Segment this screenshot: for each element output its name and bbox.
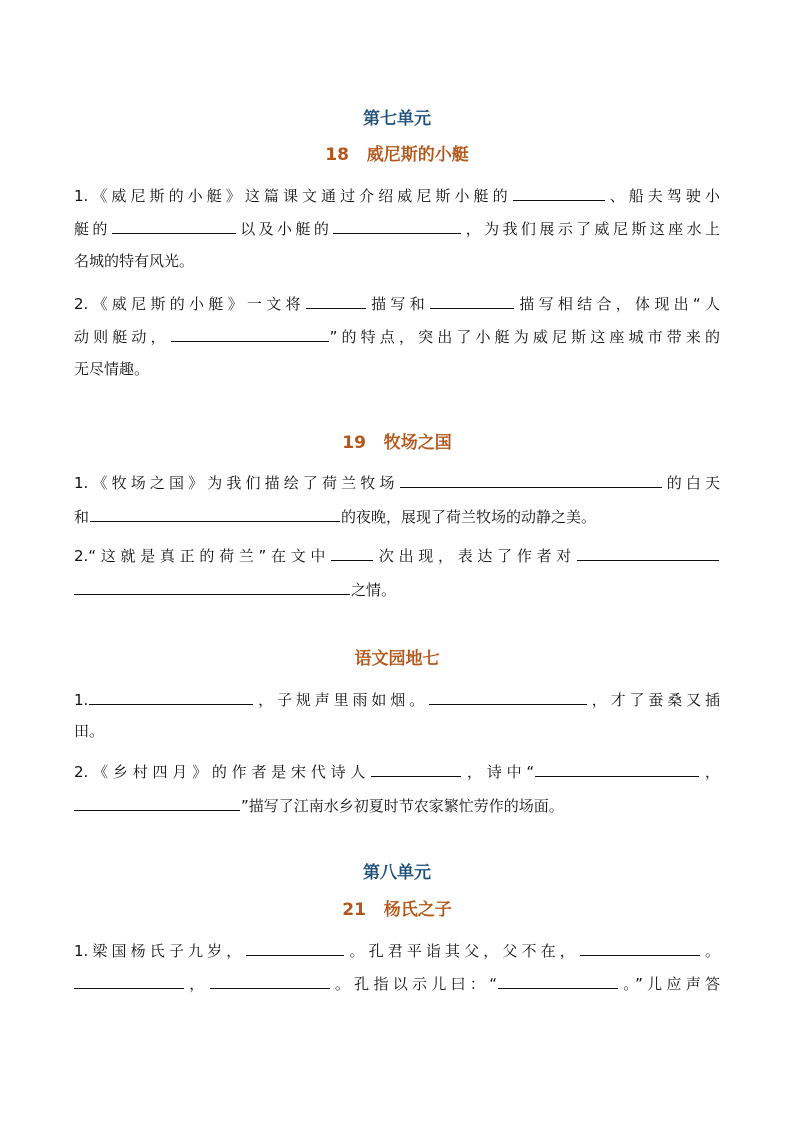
lesson-21-heading [0, 899, 794, 921]
question-text: 。孔君平诣其父，父不在， [345, 942, 579, 960]
lesson-title: 杨氏之子 [383, 900, 452, 920]
question-text: 的白天 [662, 474, 720, 492]
answer-blank[interactable] [333, 216, 461, 234]
lesson-19-heading [0, 432, 794, 454]
question-text: 无尽情趣。 [74, 360, 150, 378]
question-line [74, 543, 720, 567]
answer-blank[interactable] [171, 324, 329, 342]
question-text: ，才了蚕桑又插 [587, 691, 720, 709]
question-line [74, 720, 720, 742]
answer-blank[interactable] [74, 971, 184, 989]
question-text: ”的特点，突出了小艇为威尼斯这座城市带来的 [329, 328, 720, 346]
question-text: ， [185, 975, 209, 993]
answer-blank[interactable] [535, 759, 699, 777]
question-text: 田。 [74, 722, 105, 740]
answer-blank[interactable] [89, 687, 253, 705]
answer-blank[interactable] [74, 577, 350, 595]
answer-blank[interactable] [210, 971, 330, 989]
question-text: 。 [700, 942, 720, 960]
question-line [74, 759, 720, 783]
question-line [74, 504, 720, 528]
answer-blank[interactable] [331, 543, 373, 561]
question-line [74, 216, 720, 240]
question-line [74, 358, 720, 380]
question-text: 1.《牧场之国》为我们描绘了荷兰牧场 [74, 474, 399, 492]
answer-blank[interactable] [577, 543, 719, 561]
question-text: 1.梁国杨氏子九岁， [74, 942, 246, 960]
lesson-number: 18 [325, 145, 349, 165]
question-line [74, 291, 720, 315]
answer-blank[interactable] [74, 793, 240, 811]
unit-8-title: 第八单元 [363, 863, 431, 883]
answer-blank[interactable] [112, 216, 236, 234]
question-text: 描写相结合，体现出“人 [515, 295, 720, 313]
question-text: 2.《威尼斯的小艇》一文将 [74, 295, 305, 313]
question-text: 、船夫驾驶小 [605, 187, 720, 205]
answer-blank[interactable] [306, 291, 366, 309]
garden-7-heading: 语文园地七 [354, 649, 440, 669]
lesson-number: 21 [342, 900, 366, 920]
answer-blank[interactable] [246, 938, 344, 956]
question-line [74, 687, 720, 711]
question-text: 之情。 [351, 581, 397, 599]
question-text: 2.《乡村四月》的作者是宋代诗人 [74, 763, 371, 781]
question-line [74, 971, 720, 995]
question-text: 次出现，表达了作者对 [374, 547, 576, 565]
lesson-number: 19 [342, 433, 366, 453]
question-text: 以及小艇的 [236, 220, 333, 238]
question-text: 。孔指以示儿曰：“ [330, 975, 497, 993]
lesson-title: 威尼斯的小艇 [366, 145, 469, 165]
question-line [74, 470, 720, 494]
question-line [74, 183, 720, 207]
question-text: ，为我们展示了威尼斯这座水上 [462, 220, 720, 238]
answer-blank[interactable] [513, 183, 605, 201]
question-text: ， [700, 763, 720, 781]
answer-blank[interactable] [400, 470, 662, 488]
question-text: 1.《威尼斯的小艇》这篇课文通过介绍威尼斯小艇的 [74, 187, 512, 205]
answer-blank[interactable] [429, 687, 587, 705]
question-text: ，诗中“ [462, 763, 535, 781]
question-line [74, 938, 720, 962]
lesson-title: 牧场之国 [383, 433, 452, 453]
question-text: 2.“这就是真正的荷兰”在文中 [74, 547, 331, 565]
answer-blank[interactable] [371, 759, 461, 777]
question-text: 动则艇动， [74, 328, 170, 346]
question-text: 。”儿应声答 [618, 975, 720, 993]
question-text: 1. [74, 691, 89, 709]
question-line [74, 577, 720, 601]
question-text: 和 [74, 508, 90, 526]
question-text: ，子规声里雨如烟。 [254, 691, 428, 709]
question-line [74, 324, 720, 348]
question-line [74, 250, 720, 272]
question-text: 名城的特有风光。 [74, 252, 195, 270]
question-text: ”描写了江南水乡初夏时节农家繁忙劳作的场面。 [241, 797, 564, 815]
answer-blank[interactable] [498, 971, 618, 989]
lesson-18-heading [0, 144, 794, 166]
question-line [74, 793, 720, 817]
answer-blank[interactable] [580, 938, 700, 956]
answer-blank[interactable] [90, 504, 340, 522]
question-text: 的夜晚，展现了荷兰牧场的动静之美。 [341, 508, 597, 526]
question-text: 艇的 [74, 220, 111, 238]
unit-7-title: 第七单元 [363, 109, 431, 129]
question-text: 描写和 [366, 295, 429, 313]
answer-blank[interactable] [430, 291, 514, 309]
